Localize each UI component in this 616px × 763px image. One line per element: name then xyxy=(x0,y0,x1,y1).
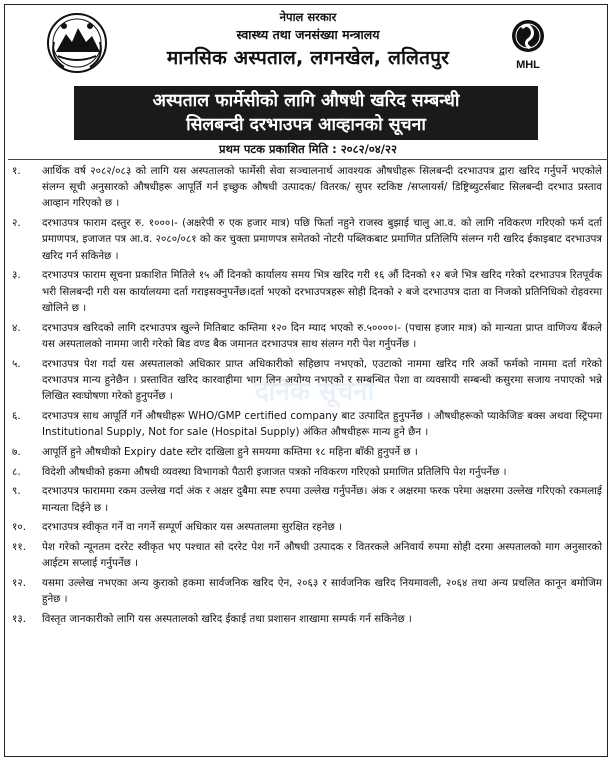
item-number: ३. xyxy=(12,269,21,282)
item-text: दरभाउपत्र पेश गर्दा यस अस्पतालको अधिकार प्राप्त अधिकारीको सहिछाप नभएको, एउटाको नाममा खरिद गरि अर्को फर्मको नाममा दर्ता गरेको दरभाउपत्र मान्य हुनेछैन । प्रस्तावित खरिद कारवाहीमा भाग लिन अयोग्य नभएको र सम्बन्धित पेशा वा व्यवसायी सम्बन्धी कसुरमा सजाय नपाएको भन्ने लिखित स्वःघोषणा गरेको हुनुपर्नेछ । xyxy=(42,357,602,403)
item-text: आर्थिक वर्ष २०८२/०८३ को लागि यस अस्पतालको फार्मेसी सेवा सञ्चालनार्थ आवश्यक औषधीहरू सिलबन्दी दरभाउपत्र द्वारा खरिद गर्नुपर्ने भएकोले संलग्न सूची अनुसारको औषधीहरू आपूर्ति गर्न इच्छुक औषधी उत्पादक/ वितरक/ सुपर स्टकिष्ट /सप्लायर्स/ डिष्ट्रिब्युटर्सबाट सिलबन्दी दरभाउ प्रस्ताव आव्हान गरिएको छ । xyxy=(42,165,602,210)
hospital-name: मानसिक अस्पताल, लगनखेल, ललितपुर xyxy=(166,47,450,69)
hospital-logo-text: MHL xyxy=(516,59,540,71)
list-item xyxy=(12,519,602,535)
item-text: दरभाउपत्र स्वीकृत गर्ने वा नगर्ने सम्पूर्ण अधिकार यस अस्पतालमा सुरक्षित रहनेछ । xyxy=(42,521,342,534)
item-number: ११. xyxy=(12,541,26,554)
item-text: यसमा उल्लेख नभएका अन्य कुराको हकमा सार्वजनिक खरिद ऐन, २०६३ र सार्वजनिक खरिद नियमावली, २०६४ तथा अन्य प्रचलित कानून बमोजिम हुनेछ । xyxy=(42,577,602,606)
list-item xyxy=(12,408,602,440)
notice-title-line2: सिलबन्दी दरभाउपत्र आव्हानको सूचना xyxy=(186,115,426,135)
item-text: विस्तृत जानकारीको लागि यस अस्पतालको खरिद ईकाई तथा प्रशासन शाखामा सम्पर्क गर्न सकिनेछ । xyxy=(42,613,412,626)
item-text: दरभाउपत्र फाराम दस्तुर रु. १०००।- (अक्षरेपी रु एक हजार मात्र) पछि फिर्ता नहुने राजस्व बुझाई चालु आ.व. को लागि नविकरण गरिएको फर्म दर्ता प्रमाणपत्र, इजाजत पत्र आ.व. २०८०/०८१ को कर चुक्ता प्रमाणपत्र समेतको नोटरी पब्लिकबाट प्रमाणित प्रतिलिपि संलग्न गरी खरिद ईकाइबाट दरभाउपत्र खरिद गर्न सकिनेछ । xyxy=(42,217,603,262)
item-number: ४. xyxy=(12,321,21,334)
list-item xyxy=(12,267,602,316)
item-number: ८. xyxy=(12,465,21,478)
item-number: १२. xyxy=(12,577,26,590)
item-text: दरभाउपत्र खरिदको लागि दरभाउपत्र खुल्ने मितिबाट कम्तिमा १२० दिन म्याद भएको रु.५००००।- (पचास हजार मात्र) को मान्यता प्राप्त वाणिज्य बैंकले यस अस्पतालको नाममा जारी गरेको बिड वण्ड बैक जमानत दरभाउपत्र साथ संलग्न गरी पेश गर्नुपर्नेछ । xyxy=(42,321,602,350)
list-item xyxy=(12,356,602,405)
list-item xyxy=(12,611,602,627)
item-number: १०. xyxy=(12,521,26,534)
item-number: ७. xyxy=(12,445,21,458)
item-number: १. xyxy=(12,165,21,177)
government-name: नेपाल सरकार xyxy=(279,10,337,24)
list-item xyxy=(12,163,602,212)
item-text: पेश गरेको न्यूनतम दररेट स्वीकृत भए पश्चात सो दररेट पेश गर्ने औषधी उत्पादक र वितरकले अनिवार्य रुपमा सोही दरमा अस्पतालको माग अनुसारको आईटम सप्लाई गर्नुपर्नेछ । xyxy=(42,541,602,570)
list-item xyxy=(12,215,602,264)
hospital-logo xyxy=(510,16,546,74)
item-text: दरभाउपत्र फाराममा रकम उल्लेख गर्दा अंक र अक्षर दुबैमा स्पष्ट रुपमा उल्लेख गर्नुपर्नेछ। अंक र अक्षरमा फरक परेमा अक्षरमा उल्लेख गरिएको रकमलाई मान्यता दिईने छ । xyxy=(42,485,602,514)
item-number: ९. xyxy=(12,485,21,498)
item-text: आपूर्ति हुने औषधीको Expiry date स्टोर दाखिला हुने समयमा कम्तिमा १८ महिना बाँकी हुनुपर्ने छ । xyxy=(42,445,418,458)
list-item xyxy=(12,483,602,515)
item-text: विदेशी औषधीको हकमा औषधी व्यवस्था विभागको पैठारी इजाजत पत्रको नविकरण गरिएको प्रमाणित प्रतिलिपि पेश गर्नुपर्नेछ । xyxy=(42,465,507,478)
ministry-name: स्वास्थ्य तथा जनसंख्या मन्त्रालय xyxy=(236,27,380,42)
notice-title-line1: अस्पताल फार्मेसीको लागि औषधी खरिद सम्बन्धी xyxy=(152,91,460,111)
item-number: ६. xyxy=(12,409,21,422)
notice-title-banner xyxy=(74,86,538,140)
item-text: दरभाउपत्र फाराम सूचना प्रकाशित मितिले १५ औं दिनको कार्यालय समय भित्र खरिद गरी १६ औं दिनको १२ बजे भित्र खरिद गरेको दरभाउपत्र रितपूर्वक भरी सिलबन्दी गरी यस कार्यालयमा दर्ता गराइसक्नुपर्नेछ।दर्ता भएको दरभाउपत्रहरू सोही दिनको २ बजे दरभाउपत्र दाता वा निजको प्रतिनिधिको रोहवरमा खोलिने छ । xyxy=(42,269,602,314)
list-item xyxy=(12,444,602,460)
item-text: दरभाउपत्र साथ आपूर्ति गर्ने औषधीहरू WHO/GMP certified company बाट उत्पादित हुनुपर्नेछ । औषधीहरूको प्याकेजिङ बक्स अथवा स्ट्रिपमा Institutional Supply, Not for sale (Hospital Supply) अंकित औषधीहरू मान्य हुने छैन । xyxy=(42,409,602,439)
list-item xyxy=(12,575,602,607)
list-item xyxy=(12,539,602,571)
item-number: १३. xyxy=(12,613,26,626)
list-item xyxy=(12,320,602,352)
divider xyxy=(8,159,608,160)
notice-items xyxy=(12,163,602,631)
published-date: प्रथम पटक प्रकाशित मिति : २०८२/०४/२२ xyxy=(219,142,397,156)
item-number: ५. xyxy=(12,357,21,370)
item-number: २. xyxy=(12,217,21,230)
watermark: देनिक सूचना xyxy=(255,377,375,407)
notice-header xyxy=(0,0,616,84)
list-item xyxy=(12,464,602,480)
